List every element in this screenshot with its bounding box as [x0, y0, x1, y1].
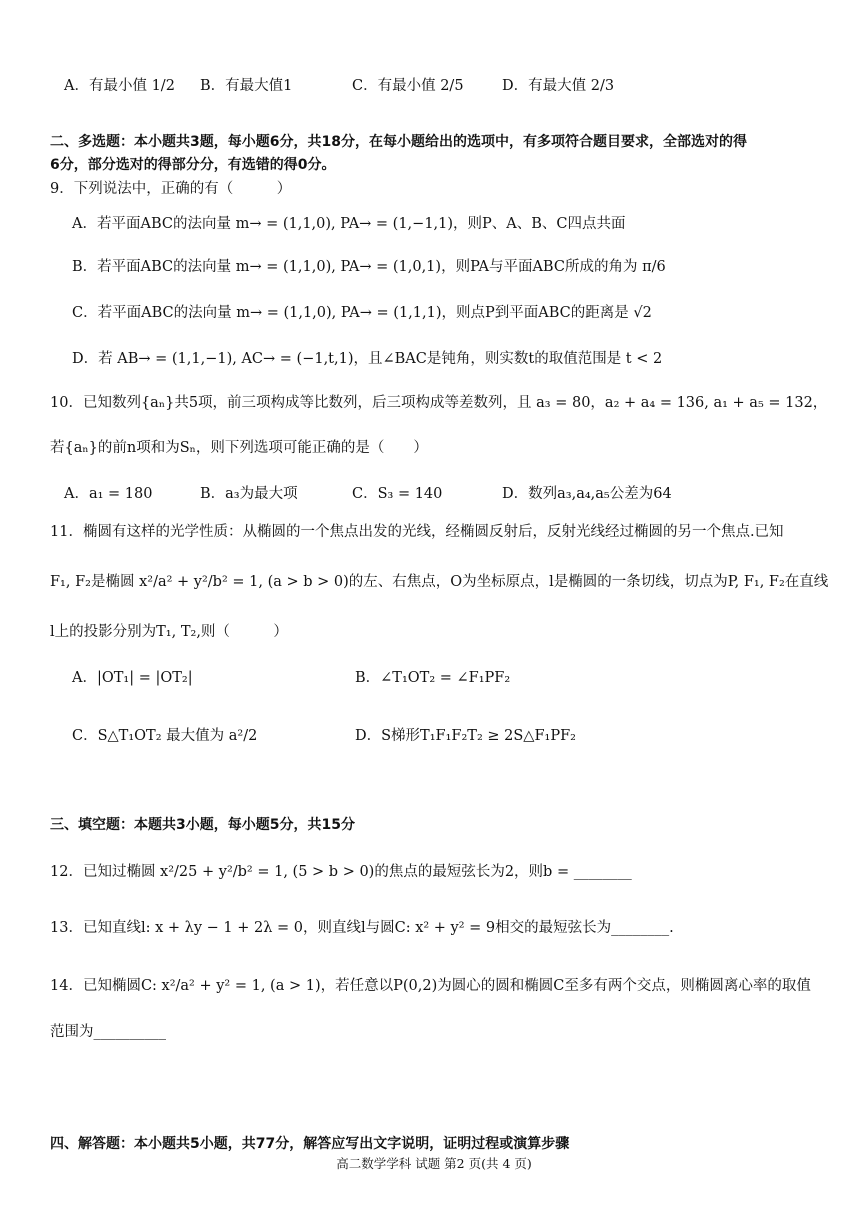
- q10-option-a: A．a₁ = 180: [64, 486, 153, 502]
- section3-heading: 三、填空题：本题共3小题，每小题5分，共15分: [50, 817, 355, 833]
- q10-stem-line1: 10．已知数列{aₙ}共5项，前三项构成等比数列，后三项构成等差数列，且 a₃ = 80，a₂ + a₄ = 136, a₁ + a₅ = 132，: [50, 395, 828, 411]
- q9-option-a: A．若平面ABC的法向量 m→ = (1,1,0), PA→ = (1,−1,1)，则P、A、B、C四点共面: [72, 216, 626, 232]
- q14-line1: 14．已知椭圆C: x²/a² + y² = 1, (a > 1)，若任意以P(0,2)为圆心的圆和椭圆C至多有两个交点，则椭圆离心率的取值: [50, 978, 811, 994]
- q11-option-b: B．∠T₁OT₂ = ∠F₁PF₂: [355, 670, 511, 686]
- q11-option-d: D．S梯形T₁F₁F₂T₂ ≥ 2S△F₁PF₂: [355, 728, 576, 744]
- q9-option-b: B．若平面ABC的法向量 m→ = (1,1,0), PA→ = (1,0,1)，则PA与平面ABC所成的角为 π/6: [72, 259, 666, 275]
- q11-option-a: A．|OT₁| = |OT₂|: [72, 670, 193, 686]
- q10-option-c: C．S₃ = 140: [352, 486, 443, 502]
- q11-stem-line1: 11．椭圆有这样的光学性质：从椭圆的一个焦点出发的光线，经椭圆反射后，反射光线经过椭圆的另一个焦点.已知: [50, 524, 784, 540]
- q9-stem: 9．下列说法中，正确的有（ ）: [50, 181, 292, 197]
- q8-option-c: C．有最小值 2/5: [352, 78, 464, 94]
- q11-option-c: C．S△T₁OT₂ 最大值为 a²/2: [72, 728, 258, 744]
- section2-heading-line2: 6分，部分选对的得部分分，有选错的得0分。: [50, 157, 336, 173]
- q9-option-c: C．若平面ABC的法向量 m→ = (1,1,0), PA→ = (1,1,1)，则点P到平面ABC的距离是 √2: [72, 305, 652, 321]
- q11-stem-line3: l上的投影分别为T₁, T₂,则（ ）: [50, 624, 288, 640]
- q8-option-a: A．有最小值 1/2: [64, 78, 175, 94]
- q11-stem-line2: F₁, F₂是椭圆 x²/a² + y²/b² = 1, (a > b > 0)的左、右焦点，O为坐标原点，l是椭圆的一条切线，切点为P, F₁, F₂在直线: [50, 574, 829, 590]
- page-footer: 高二数学学科 试题 第2 页(共 4 页): [336, 1156, 532, 1171]
- q10-option-b: B．a₃为最大项: [200, 486, 298, 502]
- q8-option-d: D．有最大值 2/3: [502, 78, 615, 94]
- q12-text: 12．已知过椭圆 x²/25 + y²/b² = 1, (5 > b > 0)的焦点的最短弦长为2，则b = ________: [50, 864, 632, 880]
- section2-heading-line1: 二、多选题：本小题共3题，每小题6分，共18分，在每小题给出的选项中，有多项符合题目要求，全部选对的得: [50, 134, 747, 150]
- q9-option-d: D．若 AB→ = (1,1,−1), AC→ = (−1,t,1)，且∠BAC是钝角，则实数t的取值范围是 t < 2: [72, 351, 663, 367]
- q13-text: 13．已知直线l: x + λy − 1 + 2λ = 0，则直线l与圆C: x² + y² = 9相交的最短弦长为________.: [50, 920, 674, 936]
- q10-stem-line2: 若{aₙ}的前n项和为Sₙ，则下列选项可能正确的是（ ）: [50, 440, 428, 456]
- section4-heading: 四、解答题：本小题共5小题，共77分，解答应写出文字说明，证明过程或演算步骤: [50, 1136, 570, 1152]
- q8-option-b: B．有最大值1: [200, 78, 293, 94]
- q14-line2: 范围为__________: [50, 1024, 166, 1040]
- q10-option-d: D．数列a₃,a₄,a₅公差为64: [502, 486, 672, 502]
